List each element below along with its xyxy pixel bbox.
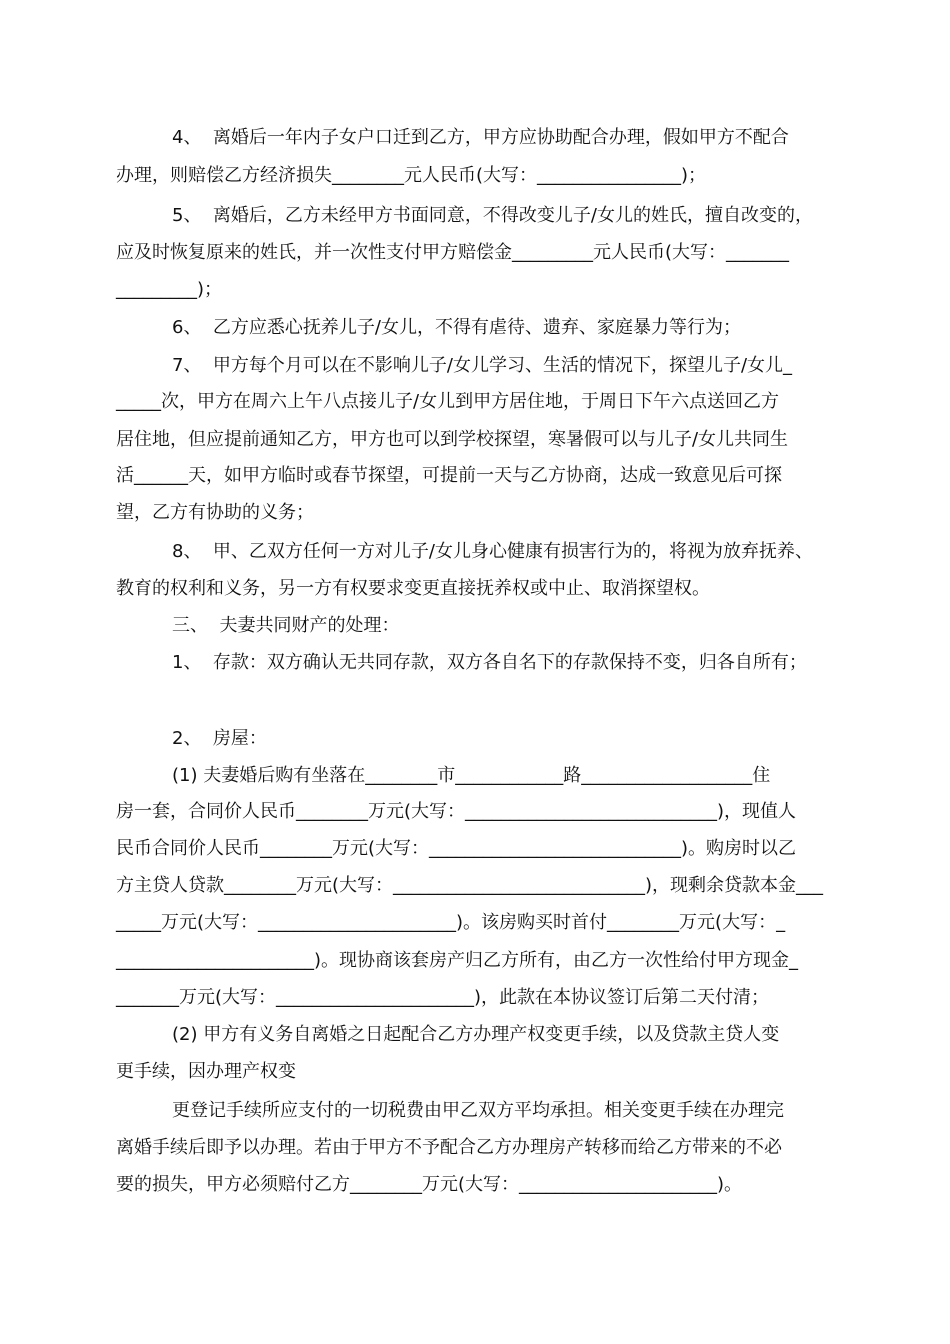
text-line: 1、 存款：双方确认无共同存款，双方各自名下的存款保持不变，归各自所有； (172, 652, 807, 673)
text-line: 离婚手续后即予以办理。若由于甲方不予配合乙方办理房产转移而给乙方带来的不必 (116, 1137, 782, 1158)
text-line: 更登记手续所应支付的一切税费由甲乙双方平均承担。相关变更手续在办理完 (172, 1100, 784, 1121)
text-line: _________)； (116, 279, 223, 300)
text-line: (1) 夫妻婚后购有坐落在________市____________路___________________住 (172, 765, 771, 786)
text-line: (2) 甲方有义务自离婚之日起配合乙方办理产权变更手续，以及贷款主贷人变 (172, 1024, 780, 1045)
text-line: 4、 离婚后一年内子女户口迁到乙方，甲方应协助配合办理，假如甲方不配合 (172, 127, 789, 148)
text-line: 8、 甲、乙双方任何一方对儿子/女儿身心健康有损害行为的，将视为放弃抚养、 (172, 541, 813, 562)
text-line: 6、 乙方应悉心抚养儿子/女儿，不得有虐待、遗弃、家庭暴力等行为； (172, 317, 741, 338)
text-line: 更手续，因办理产权变 (116, 1061, 296, 1082)
text-line: 要的损失，甲方必须赔付乙方________万元(大写：______________________)。 (116, 1174, 743, 1195)
text-line: 教育的权利和义务，另一方有权要求变更直接抚养权或中止、取消探望权。 (116, 578, 710, 599)
text-line: 方主贷人贷款________万元(大写：____________________________)，现剩余贷款本金___ (116, 875, 824, 896)
text-line: 应及时恢复原来的姓氏，并一次性支付甲方赔偿金_________元人民币(大写：_______ (116, 242, 790, 263)
text-line: ______________________)。现协商该套房产归乙方所有，由乙方一次性给付甲方现金_ (116, 950, 799, 971)
text-line: 民币合同价人民币________万元(大写：____________________________)。购房时以乙 (116, 838, 797, 859)
text-line: 望，乙方有协助的义务； (116, 502, 314, 523)
text-line: 房一套，合同价人民币________万元(大写：____________________________)，现值人 (116, 801, 797, 822)
text-line: _____万元(大写：______________________)。该房购买时首付________万元(大写：_ (116, 912, 786, 933)
text-line: _____次，甲方在周六上午八点接儿子/女儿到甲方居住地，于周日下午六点送回乙方 (116, 391, 780, 412)
text-line: 居住地，但应提前通知乙方，甲方也可以到学校探望，寒暑假可以与儿子/女儿共同生 (116, 429, 789, 450)
text-line: 7、 甲方每个月可以在不影响儿子/女儿学习、生活的情况下，探望儿子/女儿_ (172, 355, 793, 376)
text-line: 活______天，如甲方临时或春节探望，可提前一天与乙方协商，达成一致意见后可探 (116, 465, 782, 486)
text-line: 办理，则赔偿乙方经济损失________元人民币(大写：________________)； (116, 165, 707, 186)
section-heading: 三、 夫妻共同财产的处理： (172, 615, 400, 636)
text-line: 5、 离婚后，乙方未经甲方书面同意，不得改变儿子/女儿的姓氏，擅自改变的， (172, 205, 813, 226)
text-line: 2、 房屋： (172, 728, 267, 749)
text-line: _______万元(大写：______________________)，此款在本协议签订后第二天付清； (116, 987, 770, 1008)
